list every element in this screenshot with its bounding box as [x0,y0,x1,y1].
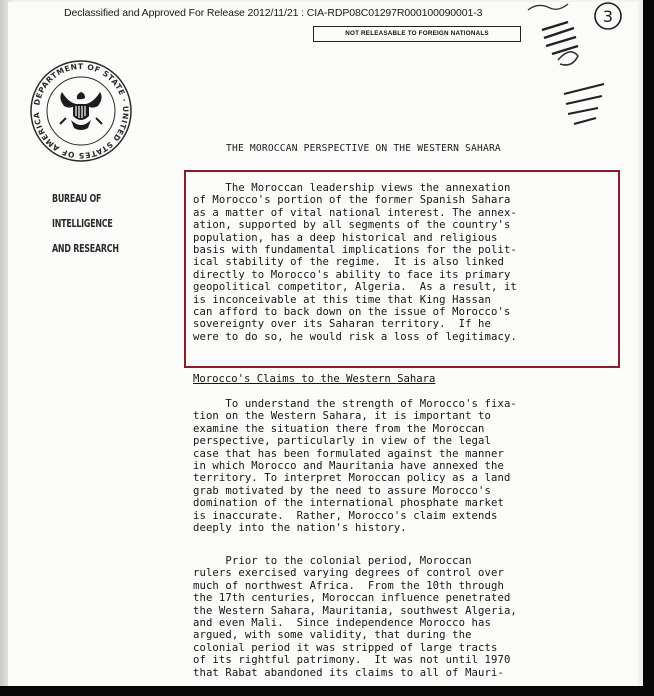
department-of-state-seal-icon [28,58,134,164]
bureau-line: INTELLIGENCE [52,217,113,230]
handwritten-annotations [508,0,643,140]
scribble-lower [564,84,604,124]
bureau-line: BUREAU OF [52,192,102,205]
scribble-loop [558,52,578,65]
scribble-strokes [542,22,578,54]
release-header: Declassified and Approved For Release 2012/11/21 : CIA-RDP08C01297R000100090001-3 [64,7,483,19]
body-paragraph: Prior to the colonial period, Moroccan rulers exercised varying degrees of control over much of northwest Africa. From the 10th through the 17th centuries, Moroccan influence penetrated the Western Sahara, Mauritania, southwest Algeria, and even Mali. Since independence Morocco has argued, with some validity, that during the colonial period it was stripped of large tracts of its rightful patrimony. It was not until 1970 that Rabat abandoned its claims to all of Mauri- [193,555,517,679]
classification-stamp: NOT RELEASABLE TO FOREIGN NATIONALS [313,26,521,42]
bureau-line: AND RESEARCH [52,242,119,255]
section-heading: Morocco's Claims to the Western Sahara [193,373,436,385]
scribble-top [528,4,568,10]
page-number: 3 [602,7,614,26]
body-paragraph: To understand the strength of Morocco's fixa- tion on the Western Sahara, it is important to examine the situation there from the Moroccan perspective, particularly in view of the legal case that has been formulated against the manner in which Morocco and Mauritania have annexed the territory. To interpret Moroccan policy as a land grab motivated by the need to assure Morocco's domination of the international phosphate market is inaccurate. Rather, Morocco's claim extends deeply into the nation's history. [193,398,517,535]
document-title: THE MOROCCAN PERSPECTIVE ON THE WESTERN SAHARA [226,143,501,154]
svg-text:DEPARTMENT OF STATE · UNITED S: DEPARTMENT OF STATE · UNITED STATES OF AMERICA [31,61,131,161]
summary-paragraph: The Moroccan leadership views the annexation of Morocco's portion of the former Spanish Sahara as a matter of vital national interest. The annex- ation, supported by all segments of the country's population, has a deep historical and religious basis with fundamental implications for the polit- ical stability of the regime. It is also linked directly to Morocco's ability to face its primary geopolitical competitor, Algeria. As a result, it is inconceivable at this time that King Hassan can afford to back down on the issue of Morocco's sovereignty over its Saharan territory. If he were to do so, he would risk a loss of legitimacy. [193,182,517,343]
screen-border [643,0,654,696]
screen-border [0,686,654,696]
bureau-block [52,186,119,261]
